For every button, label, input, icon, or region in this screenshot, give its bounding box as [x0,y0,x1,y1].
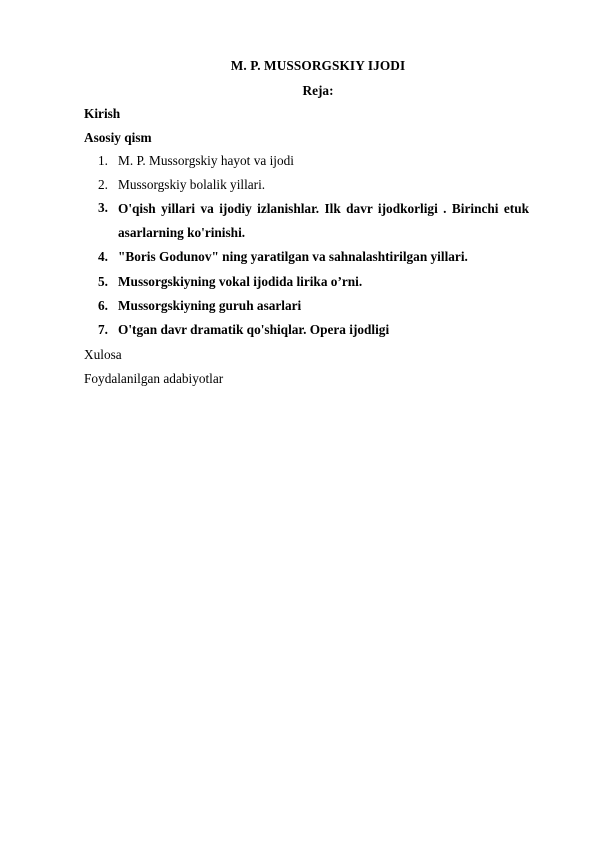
list-item-text: O'tgan davr dramatik qo'shiqlar. Opera ijodligi [118,322,390,337]
list-item-number: 5. [98,274,108,289]
list-item-text: M. P. Mussorgskiy hayot va ijodi [118,153,294,168]
list-item-number: 6. [98,298,108,313]
list-item-text: Mussorgskiyning vokal ijodida lirika o’rni. [118,274,363,289]
list-item-number: 1. [98,153,108,168]
list-item-number: 2. [98,177,108,192]
intro-heading: Kirish [84,106,121,121]
list-item-number: 3. [98,200,108,215]
conclusion-heading: Xulosa [84,347,122,362]
list-item-text: O'qish yillari va ijodiy izlanishlar. Ilk davr ijodkorligi . Birinchi etuk asarlarning ko'rinishi. [118,201,529,240]
list-item-text: "Boris Godunov" ning yaratilgan va sahnalashtirilgan yillari. [118,249,468,264]
list-item-number: 4. [98,249,108,264]
list-item-number: 7. [98,322,108,337]
list-item-text: Mussorgskiy bolalik yillari. [118,177,266,192]
references-heading: Foydalanilgan adabiyotlar [84,371,224,386]
list-item-text: Mussorgskiyning guruh asarlari [118,298,302,313]
document-title: M. P. MUSSORGSKIY IJODI [230,58,406,73]
plan-label: Reja: [302,83,334,98]
main-part-heading: Asosiy qism [84,130,152,145]
